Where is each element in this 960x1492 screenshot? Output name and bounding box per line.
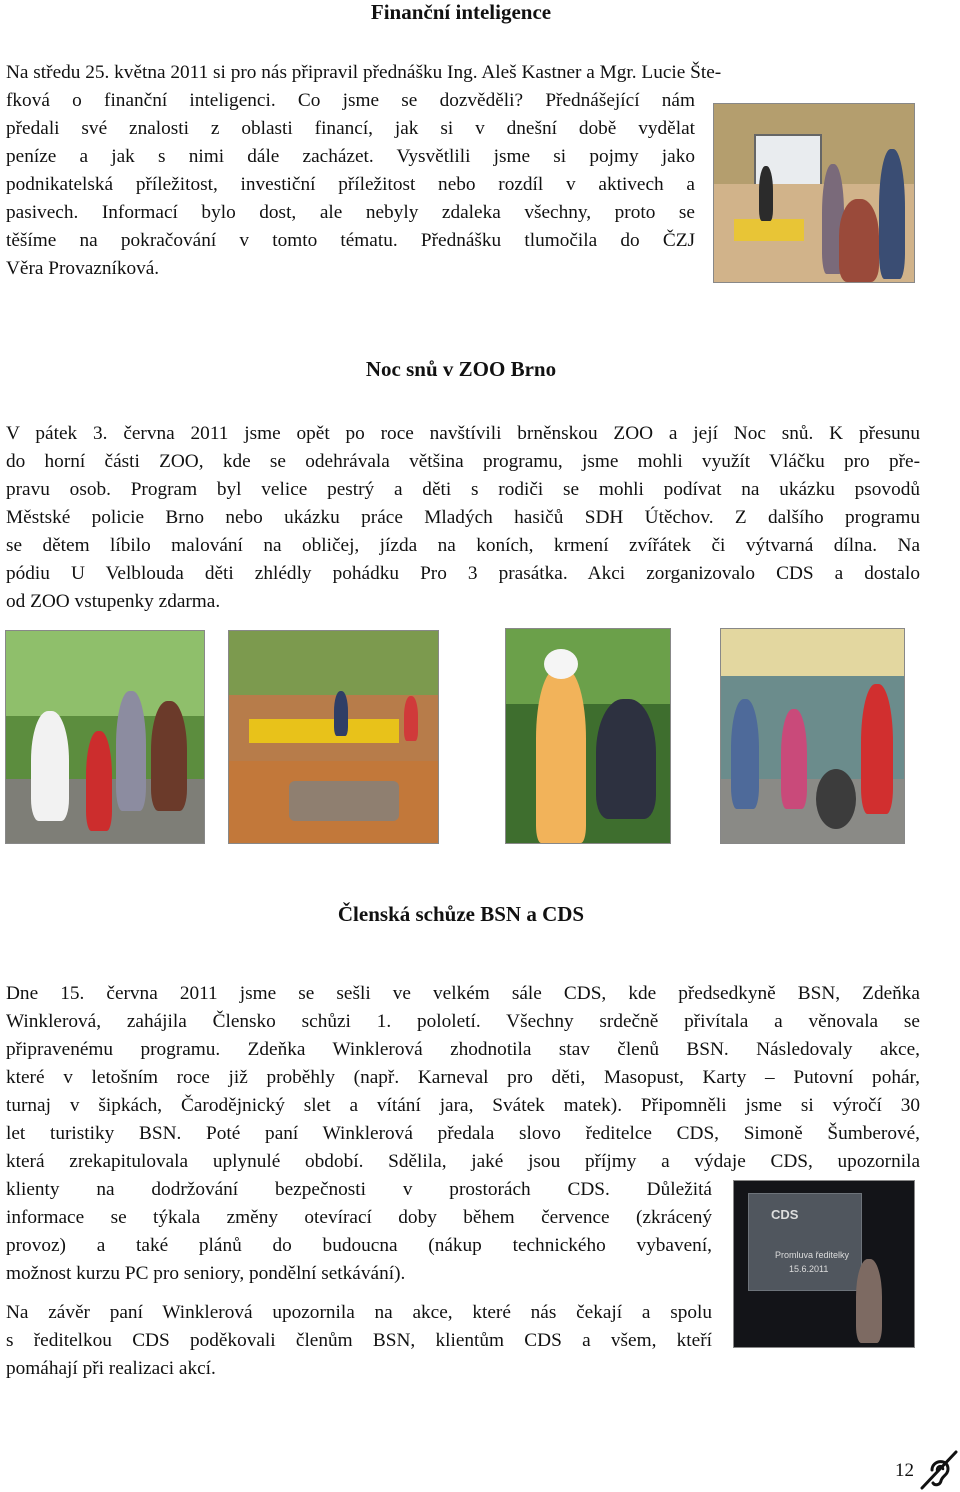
lecture-photo (713, 103, 915, 283)
paragraph-line: klienty na dodržování bezpečnosti v prostorách CDS. Důležitá (6, 1179, 712, 1200)
page-number: 12 (895, 1460, 914, 1481)
paragraph-line: Věra Provazníková. (6, 258, 160, 279)
paragraph-line: pasivech. Informací bylo dost, ale nebyly zdaleka všechny, proto se (6, 202, 695, 223)
paragraph-line: podnikatelská příležitost, investiční příležitost nebo rozdíl v aktivech a (6, 174, 695, 195)
zoo-photo-face-painting (5, 630, 205, 844)
paragraph-line: peníze a jak s nimi dále zacházet. Vysvětlili jsme si pojmy jako (6, 146, 695, 167)
paragraph-line: pódiu U Velblouda děti zhlédly pohádku Pro 3 prasátka. Akci zorganizovalo CDS a dostalo (6, 563, 920, 584)
paragraph-line: pravu osob. Program byl velice pestrý a děti s rodiči se mohli podívat na ukázku psovodů (6, 479, 920, 500)
paragraph-line: do horní části ZOO, kde se odehrávala většina programu, jsme mohli využít Vláčku pro pře- (6, 451, 920, 472)
paragraph-line: let turistiky BSN. Poté paní Winklerová předala slovo ředitelce CDS, Simoně Šumberové, (6, 1123, 920, 1144)
paragraph-line: těšíme na pokračování v tomto tématu. Přednášku tlumočila do ČZJ (6, 230, 695, 251)
zoo-photo-firefighters (505, 628, 671, 844)
paragraph-line: které v letošním roce již proběhly (např. Karneval pro děti, Masopust, Karty – Putovní pohár, (6, 1067, 920, 1088)
paragraph-line: V pátek 3. června 2011 jsme opět po roce navštívili brněnskou ZOO a její Noc snů. K přesunu (6, 423, 920, 444)
paragraph-line: provoz) a také plánů do budoucna (nákup technického vybavení, (6, 1235, 712, 1256)
paragraph-line: od ZOO vstupenky zdarma. (6, 591, 221, 612)
paragraph-line: Winklerová, zahájila Člensko schůzi 1. pololetí. Všechny srdečně přivítala a věnovala se (6, 1011, 920, 1032)
paragraph-line: připravenému programu. Zdeňka Winklerová zhodnotila stav členů BSN. Následovaly akce, (6, 1039, 920, 1060)
zoo-photo-fountain (228, 630, 439, 844)
projection-logo: CDS (771, 1207, 799, 1222)
paragraph-line: fková o finanční inteligenci. Co jsme se dozvěděli? Přednášející nám (6, 90, 695, 111)
paragraph-line: informace se týkala změny otevírací doby během července (zkrácený (6, 1207, 712, 1228)
projection-title: Promluva ředitelky (775, 1250, 850, 1260)
projection-date: 15.6.2011 (789, 1264, 829, 1274)
paragraph-line: která zrekapitulovala uplynulé období. Sdělila, jaké jsou příjmy a výdaje CDS, upozornila (6, 1151, 920, 1172)
meeting-photo (733, 1180, 915, 1348)
paragraph-line: Městské policie Brno nebo ukázku práce Mladých hasičů SDH Útěchov. Z dalšího programu (6, 507, 920, 528)
paragraph-line: Na závěr paní Winklerová upozornila na akce, které nás čekají a spolu (6, 1302, 712, 1323)
section-title-noc-snu: Noc snů v ZOO Brno (365, 357, 557, 381)
paragraph-line: se dětem líbilo malování na obličej, jízda na koních, krmení zvířátek či výtvarná dílna. Na (6, 535, 920, 556)
paragraph-line: Dne 15. června 2011 jsme se sešli ve velkém sále CDS, kde předsedkyně BSN, Zdeňka (6, 983, 920, 1004)
paragraph-line: s ředitelkou CDS poděkovali členům BSN, klientům CDS a všem, kteří (6, 1330, 712, 1351)
section-title-financni-inteligence: Finanční inteligence (370, 0, 552, 24)
paragraph-line: Na středu 25. května 2011 si pro nás připravil přednášku Ing. Aleš Kastner a Mgr. Lucie Šte- (6, 62, 722, 83)
paragraph-line: pomáhají při realizaci akcí. (6, 1358, 216, 1379)
zoo-photo-crowd (720, 628, 905, 844)
paragraph-line: předali své znalosti z oblasti financí, jak si v dnešní době vydělat (6, 118, 695, 139)
section-title-clenska-schuze: Členská schůze BSN a CDS (337, 902, 585, 926)
hearing-impaired-icon (918, 1448, 960, 1490)
paragraph-line: turnaj v šipkách, Čarodějnický slet a vítání jara, Svátek matek). Připomněli jsme si výročí 30 (6, 1095, 920, 1116)
paragraph-line: možnost kurzu PC pro seniory, pondělní setkávání). (6, 1263, 406, 1284)
